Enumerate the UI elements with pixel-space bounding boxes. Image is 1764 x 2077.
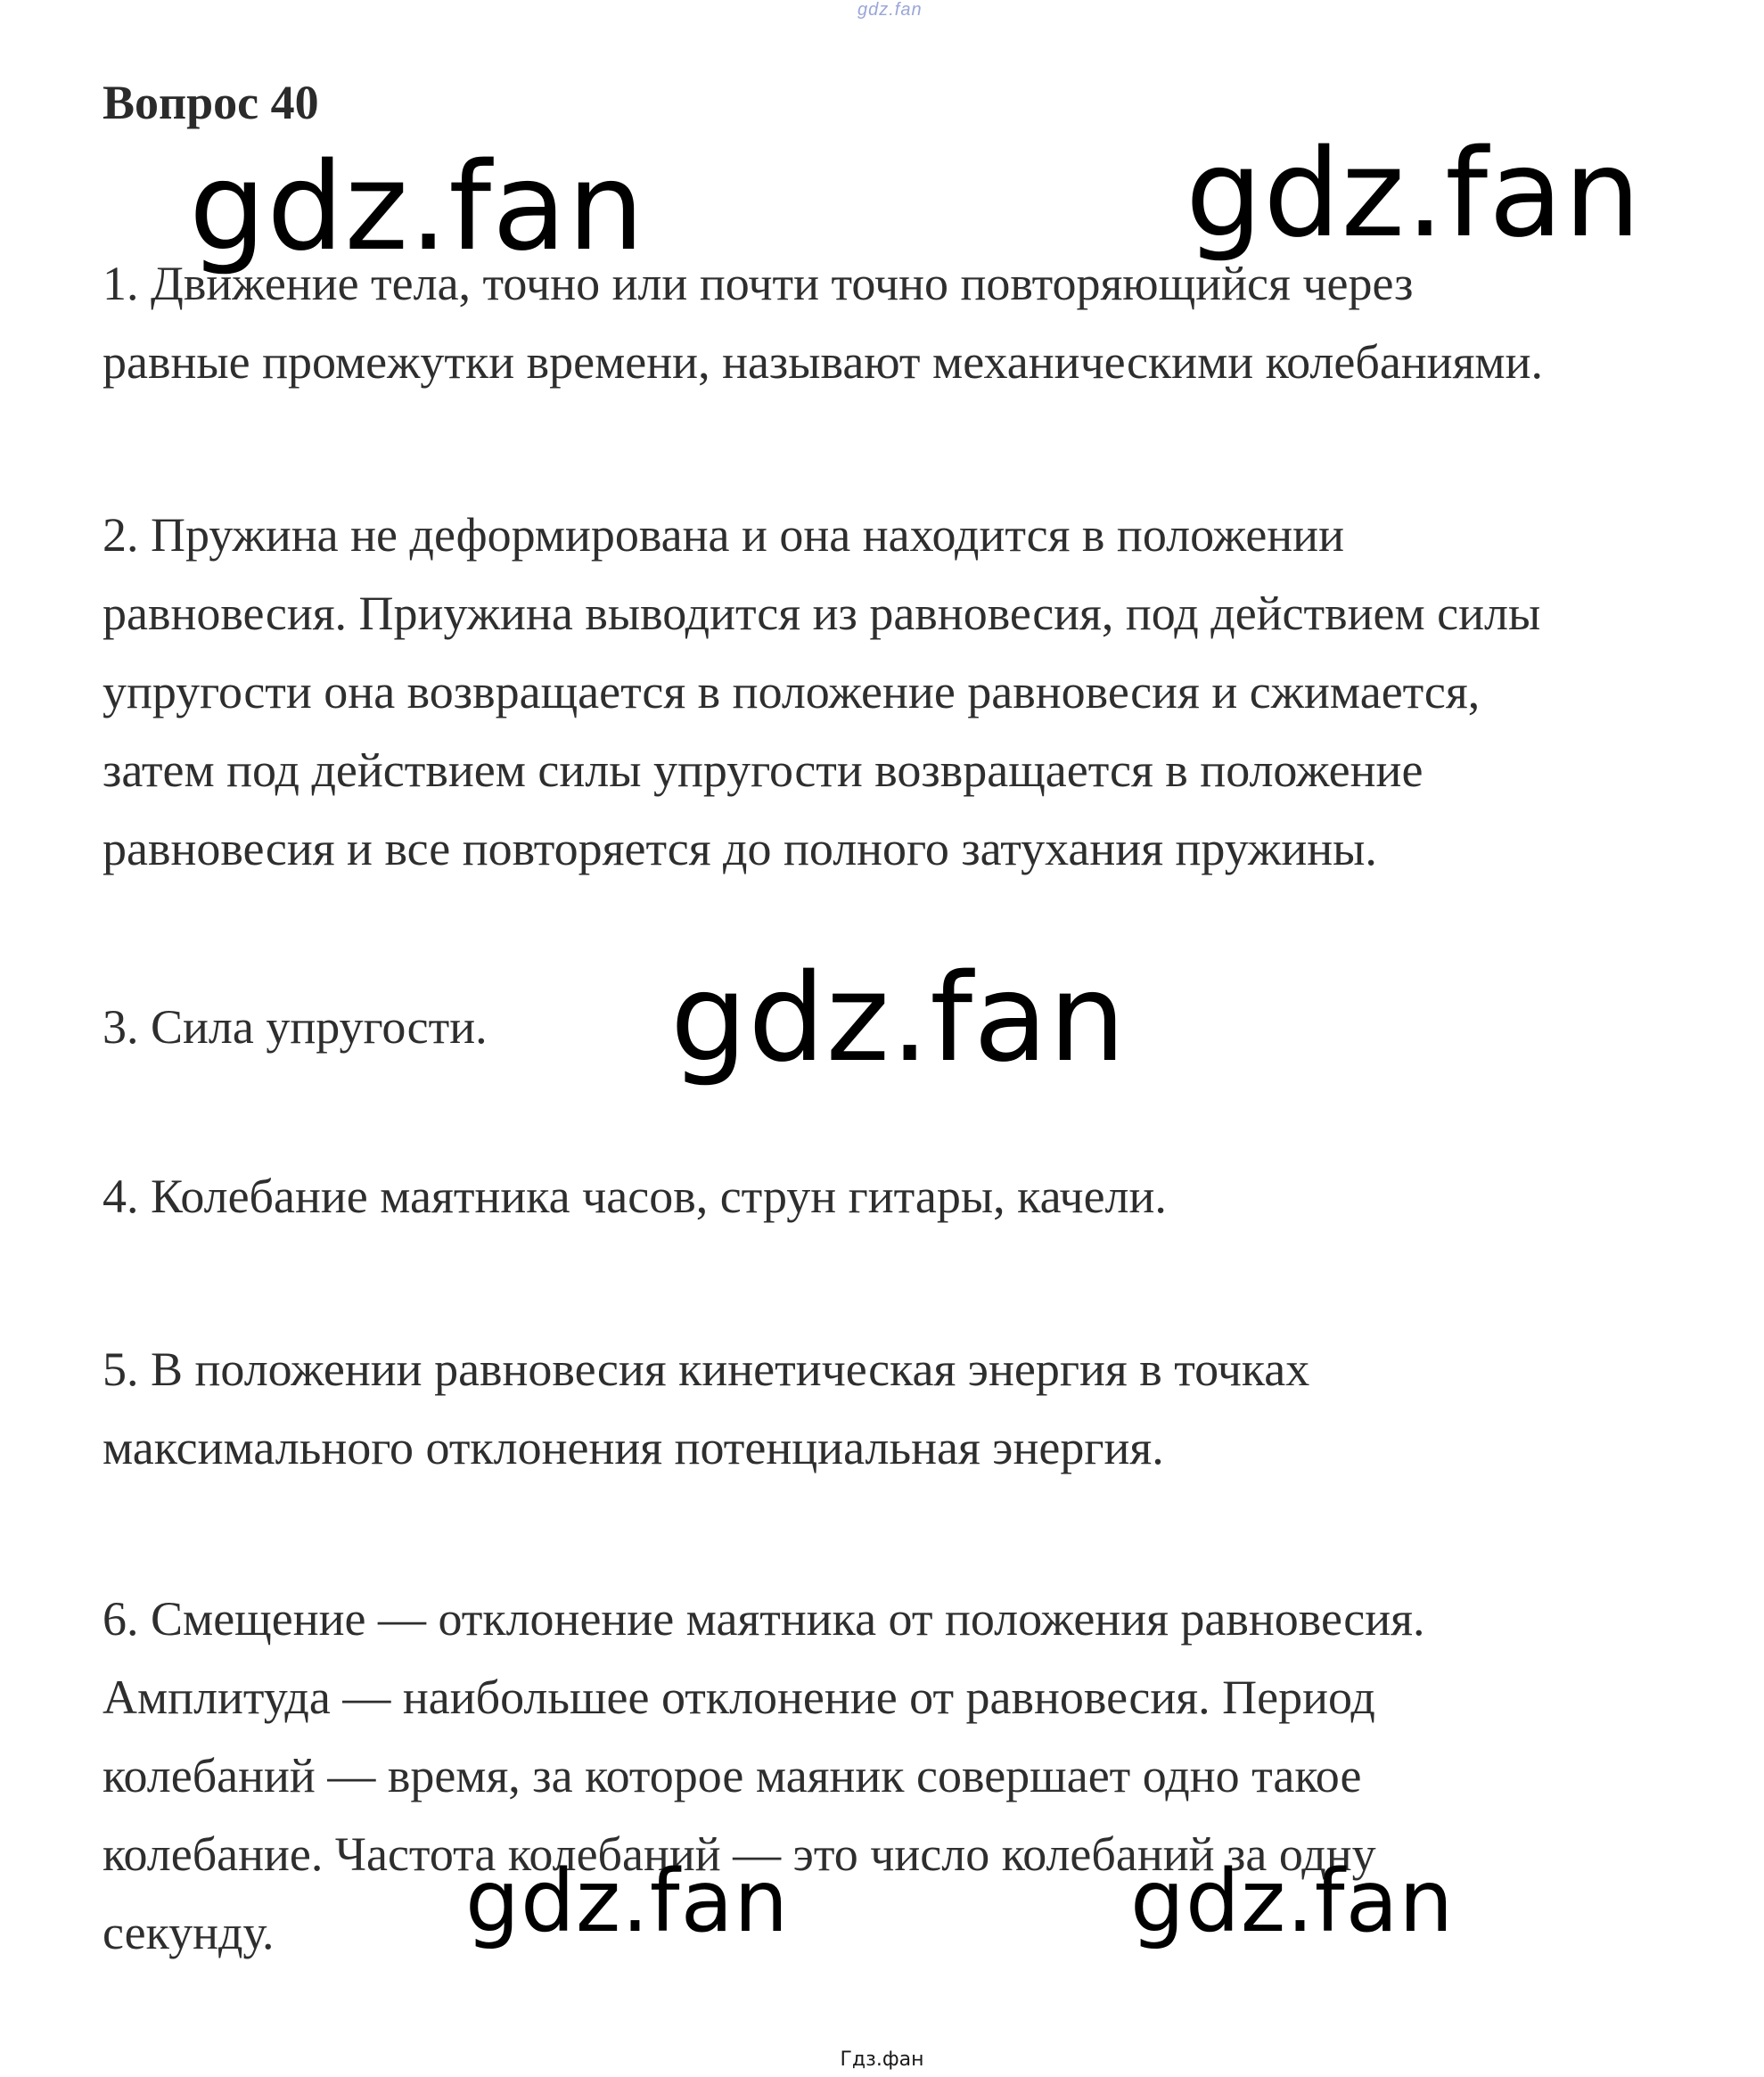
answer-4-line-1: 4. Колебание маятника часов, струн гитары, качели. xyxy=(103,1170,1167,1223)
answer-1-line-1: 1. Движение тела, точно или почти точно повторяющийся через xyxy=(103,257,1414,310)
answer-6-line-3: колебаний — время, за которое маяник совершает одно такое xyxy=(103,1749,1362,1802)
answer-4 xyxy=(103,1157,1167,1236)
page-title: Вопрос 40 xyxy=(103,76,319,129)
answer-6-line-5: секунду. xyxy=(103,1906,275,1959)
watermark-2: gdz.fan xyxy=(1186,124,1642,265)
footer-text: Гдз.фан xyxy=(840,2048,924,2071)
answer-2-line-5: равновесия и все повторяется до полного затухания пружины. xyxy=(103,822,1377,875)
answer-3 xyxy=(103,988,488,1066)
watermark-3: gdz.fan xyxy=(670,948,1127,1089)
answer-5-line-2: максимального отклонения потенциальная энергия. xyxy=(103,1421,1164,1474)
answer-2-line-1: 2. Пружина не деформирована и она находится в положении xyxy=(103,508,1344,562)
answer-2-line-4: затем под действием силы упругости возвращается в положение xyxy=(103,743,1424,797)
answer-5 xyxy=(103,1330,1309,1487)
watermark-1: gdz.fan xyxy=(189,137,645,278)
answer-2-line-3: упругости она возвращается в положение равновесия и сжимается, xyxy=(103,665,1481,718)
answer-6-line-4: колебание. Частота колебаний — это число колебаний за одну xyxy=(103,1827,1376,1881)
answer-5-line-1: 5. В положении равновесия кинетическая энергия в точках xyxy=(103,1342,1310,1396)
answer-3-line-1: 3. Сила упругости. xyxy=(103,1000,488,1054)
answer-2-line-2: равновесия. Приужина выводится из равновесия, под действием силы xyxy=(103,587,1541,640)
answer-6-line-2: Амплитуда — наибольшее отклонение от равновесия. Период xyxy=(103,1671,1375,1724)
answer-1-line-2: равные промежутки времени, называют механическими колебаниями. xyxy=(103,335,1543,389)
watermark-5: gdz.fan xyxy=(1130,1851,1455,1951)
watermark-4: gdz.fan xyxy=(465,1851,790,1951)
top-watermark-text: gdz.fan xyxy=(857,0,923,20)
answer-2 xyxy=(103,496,1540,888)
answer-6-line-1: 6. Смещение — отклонение маятника от положения равновесия. xyxy=(103,1592,1425,1646)
